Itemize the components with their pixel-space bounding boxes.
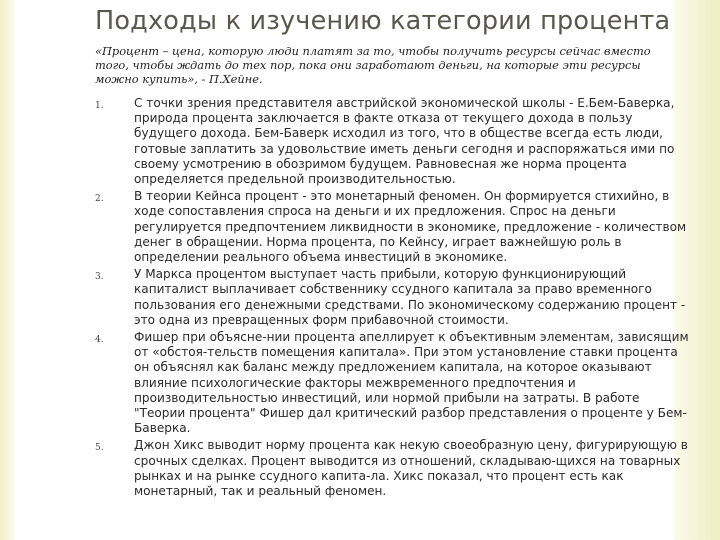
- list-item: [0, 96, 720, 187]
- item-text: Джон Хикс выводит норму процента как некую своеобразную цену, фигурирующую в срочных сделках. Процент выводится из отношений, складываю-щихся на товарных рынках и на рынке ссудного капита-ла. Хикс показал, что процент есть как монетарный, так и реальный феномен.: [134, 438, 688, 499]
- item-text: У Маркса процентом выступает часть прибыли, которую функционирующий капиталист выплачивает собственнику ссудного капитала за право временного пользования его денежными средствами. По экономическому содержанию процент - это одна из превращенных форм прибавочной стоимости.: [134, 267, 686, 327]
- item-number: 5.: [95, 443, 104, 454]
- item-text: Фишер при объясне-нии процента апеллирует к объективным элементам, зависящим от «обстоя-тельств помещения капитала». При этом установление ставки процента он объяснял как баланс между предложением капитала, на которое оказывают влияние психологические факторы межвременного предпочтения и производительностью инвестиций, или нормой прибыли на затраты. В работе "Теории процента" Фишер дал критический разбор представления о проценте у Бем-Баверка.: [134, 330, 689, 436]
- approaches-list: [0, 96, 720, 501]
- slide-title: Подходы к изучению категории процента: [95, 6, 671, 36]
- list-item: [0, 438, 720, 499]
- heine-quote: «Процент – цена, которую люди платят за то, чтобы получить ресурсы сейчас вместо того, чтобы ждать до тех пор, пока они заработают деньги, на которые эти ресурсы можно купить», - П.Хейне.: [95, 44, 651, 86]
- item-number: 1.: [95, 101, 104, 111]
- list-item: [0, 330, 720, 436]
- item-text: В теории Кейнса процент - это монетарный феномен. Он формируется стихийно, в ходе сопоставления спроса на деньги и их предложения. Спрос на деньги регулируется предпочтением ликвидности в экономике, предложение - количеством денег в обращении. Норма процента, по Кейнсу, играет важнейшую роль в определении реального объема инвестиций в экономике.: [134, 189, 687, 265]
- item-number: 4.: [95, 335, 104, 346]
- list-item: [0, 189, 720, 265]
- item-number: 3.: [95, 272, 104, 283]
- item-number: 2.: [95, 194, 104, 205]
- list-item: [0, 267, 720, 328]
- item-text: С точки зрения представителя австрийской экономической школы - Е.Бем-Баверка, природа процента заключается в факте отказа от текущего дохода в пользу будущего дохода. Бем-Баверк исходил из того, что в обществе всегда есть люди, готовые заплатить за удовольствие иметь деньги сегодня и распоряжаться ими по своему усмотрению в обозримом будущем. Равновесная же норма процента определяется предельной производительностью.: [134, 96, 675, 187]
